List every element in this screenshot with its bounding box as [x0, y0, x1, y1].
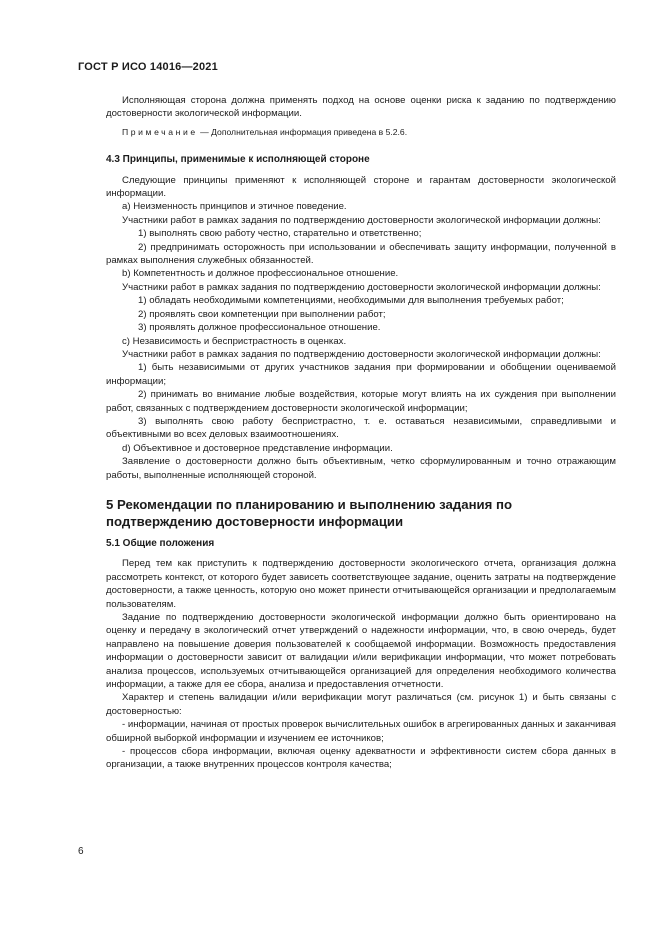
- note: [106, 126, 616, 139]
- principle-a-title: a) Неизменность принципов и этичное поведение.: [122, 201, 347, 213]
- section-5-heading: 5 Рекомендации по планированию и выполнению задания по подтверждению достоверности информации: [106, 496, 513, 529]
- principle-c-item: 2) принимать во внимание любые воздействия, которые могут влиять на их суждения при выполнении работ, связанных с подтверждением достоверности экологической информации;: [106, 389, 616, 414]
- document-body: [106, 94, 616, 772]
- section-5-1-paragraph: Характер и степень валидации и/или верификации могут различаться (см. рисунок 1) и быть связаны с достоверностью:: [106, 692, 616, 717]
- principle-c-item: 3) выполнять свою работу беспристрастно, т. е. оставаться независимыми, справедливыми и объективными во всех деловых взаимоотношениях.: [106, 415, 616, 441]
- principle-c-intro: Участники работ в рамках задания по подтверждению достоверности экологической информации должны:: [122, 348, 601, 360]
- principle-a-item: 1) выполнять свою работу честно, старательно и ответственно;: [138, 228, 422, 240]
- section-4-3-heading: 4.3 Принципы, применимые к исполняющей стороне: [106, 154, 370, 166]
- section-5-1-list-item: - информации, начиная от простых проверок вычислительных ошибок в агрегированных данных и заканчивая обширной выборкой информации и изучением ее источников;: [106, 719, 616, 744]
- document-header: ГОСТ Р ИСО 14016—2021: [78, 61, 218, 73]
- section-5-1-paragraph: Задание по подтверждению достоверности экологической информации должно быть ориентировано на оценку и передачу в экологический отчет утверждений о надежности информации, что, в свою очередь, будет направлено на повышение доверия пользователей к сообщаемой информации. Возможность предоставления информации о достоверности зависит от валидации и/или верификации информации, что может потребовать анализа процессов, используемых отчитывающейся организацией для определения необходимого количества информации, а также для ее сбора, анализа и предоставления отчетности.: [106, 612, 616, 691]
- note-text: — Дополнительная информация приведена в 5.2.6.: [197, 126, 408, 137]
- page-number: 6: [78, 846, 84, 857]
- principle-b-title: b) Компетентность и должное профессиональное отношение.: [122, 268, 399, 280]
- section-5-1-list-item: - процессов сбора информации, включая оценку адекватности и эффективности систем сбора данных в организации, а также внутренних процессов контроля качества;: [106, 746, 616, 771]
- principle-a-item: 2) предпринимать осторожность при использовании и обеспечивать защиту информации, полученной в рамках выполнения служебных обязанностей.: [106, 241, 616, 267]
- principle-b-item: 3) проявлять должное профессиональное отношение.: [138, 322, 381, 334]
- principle-b-intro: Участники работ в рамках задания по подтверждению достоверности экологической информации должны:: [122, 281, 601, 293]
- section-5-1-paragraph: Перед тем как приступить к подтверждению достоверности экологического отчета, организация должна рассмотреть контекст, от которого будет зависеть соответствующее задание, оценить затраты на подтверждение достоверности, а также ценность, которую оно может принести отчитывающейся организации и предполагаемым пользователям.: [106, 558, 616, 610]
- section-5-1-heading: 5.1 Общие положения: [106, 537, 215, 549]
- note-label: Примечание: [122, 126, 198, 137]
- intro-paragraph: Исполняющая сторона должна применять подход на основе оценки риска к заданию по подтверждению достоверности экологической информации.: [106, 95, 616, 120]
- principle-c-title: c) Независимость и беспристрастность в оценках.: [122, 335, 347, 347]
- principle-c-item: 1) быть независимыми от других участников задания при формировании и обобщении оцениваемой информации;: [106, 362, 616, 387]
- principle-b-item: 1) обладать необходимыми компетенциями, необходимыми для выполнения требуемых работ;: [138, 295, 564, 307]
- principle-b-item: 2) проявлять свои компетенции при выполнении работ;: [138, 308, 386, 320]
- principle-a-intro: Участники работ в рамках задания по подтверждению достоверности экологической информации должны:: [122, 214, 601, 226]
- principle-d-text: Заявление о достоверности должно быть объективным, четко сформулированным и точно отражающим работы, выполненные исполняющей стороной.: [106, 456, 616, 481]
- section-4-3-lead: Следующие принципы применяют к исполняющей стороне и гарантам достоверности экологической информации.: [106, 174, 616, 200]
- principle-d-title: d) Объективное и достоверное представление информации.: [122, 442, 393, 454]
